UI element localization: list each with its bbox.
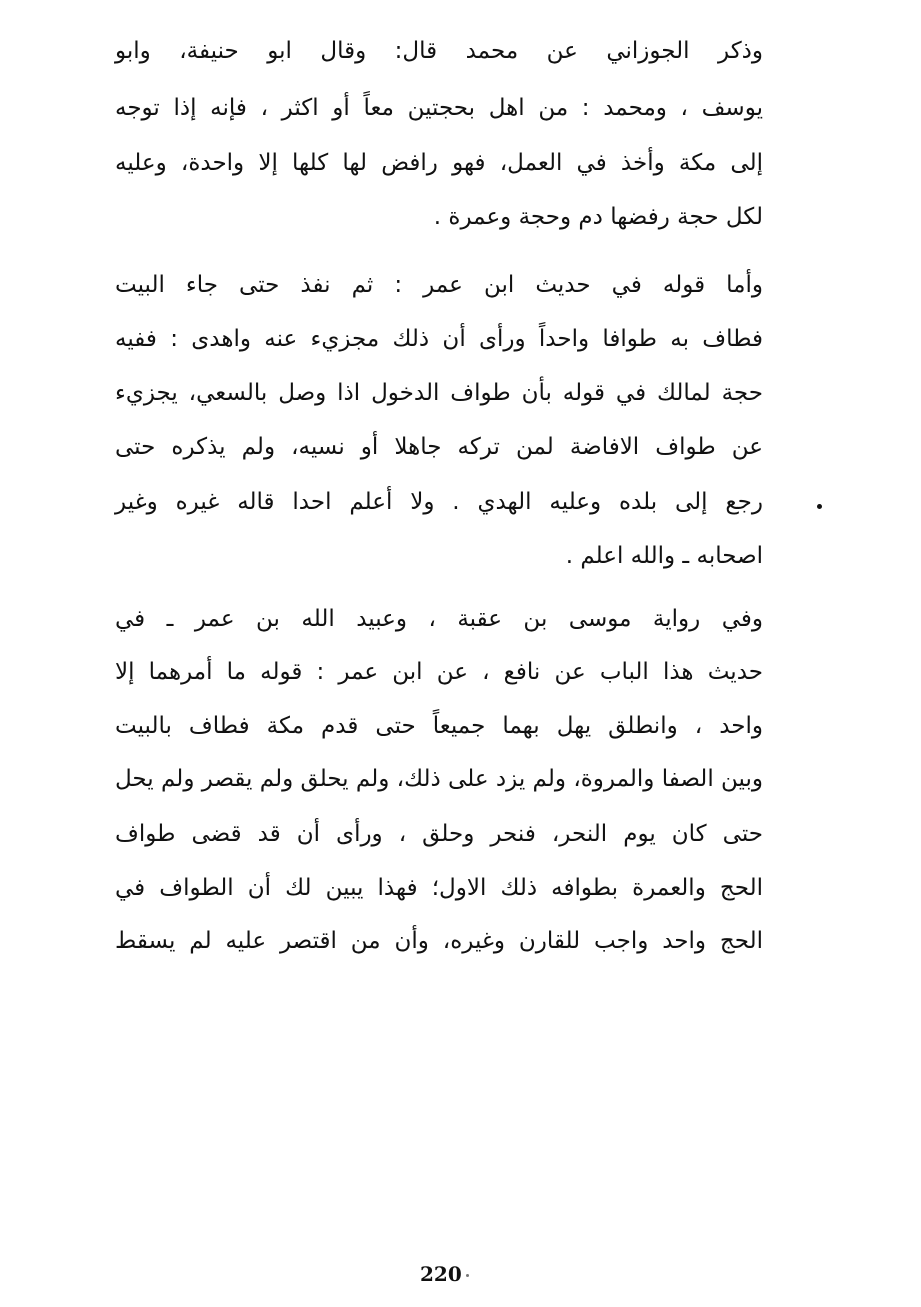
text-line: حديث هذا الباب عن نافع ، عن ابن عمر : قوله ما أمرهما إلا: [115, 659, 763, 685]
text-line: لكل حجة رفضها دم وحجة وعمرة .: [433, 204, 763, 230]
text-line: الحج والعمرة بطوافه ذلك الاول؛ فهذا يبين لك أن الطواف في: [115, 875, 763, 901]
paragraph-3: [115, 598, 763, 978]
scan-speck: [466, 1274, 469, 1277]
page-number: 220: [420, 1262, 462, 1286]
text-line: يوسف ، ومحمد : من اهل بحجتين معاً أو اكثر ، فإنه إذا توجه: [115, 95, 763, 121]
text-line: حتى كان يوم النحر، فنحر وحلق ، ورأى أن قد قضى طواف: [115, 821, 763, 847]
text-line: اصحابه ـ والله اعلم .: [565, 543, 763, 569]
text-line: عن طواف الافاضة لمن تركه جاهلا أو نسيه، ولم يذكره حتى: [115, 434, 763, 460]
text-line: رجع إلى بلده وعليه الهدي . ولا أعلم احدا قاله غيره وغير: [115, 489, 763, 515]
text-line: الحج واحد واجب للقارن وغيره، وأن من اقتصر عليه لم يسقط: [115, 928, 763, 954]
text-line: فطاف به طوافا واحداً ورأى أن ذلك مجزيء عنه واهدى : ففيه: [115, 326, 763, 352]
text-line: وأما قوله في حديث ابن عمر : ثم نفذ حتى جاء البيت: [115, 272, 763, 298]
margin-dot: [817, 504, 822, 509]
text-line: واحد ، وانطلق يهل بهما جميعاً حتى قدم مكة فطاف بالبيت: [115, 713, 763, 739]
text-line: وفي رواية موسى بن عقبة ، وعبيد الله بن عمر ـ في: [115, 606, 763, 632]
text-line: إلى مكة وأخذ في العمل، فهو رافض لها كلها إلا واحدة، وعليه: [115, 150, 763, 176]
paragraph-1: [115, 30, 763, 230]
text-line: وبين الصفا والمروة، ولم يزد على ذلك، ولم يحلق ولم يقصر ولم يحل: [115, 766, 763, 792]
text-line: وذكر الجوزاني عن محمد قال: وقال ابو حنيفة، وابو: [115, 38, 763, 64]
paragraph-2: [115, 264, 763, 584]
text-line: حجة لمالك في قوله بأن طواف الدخول اذا وصل بالسعي، يجزيء: [115, 380, 763, 406]
